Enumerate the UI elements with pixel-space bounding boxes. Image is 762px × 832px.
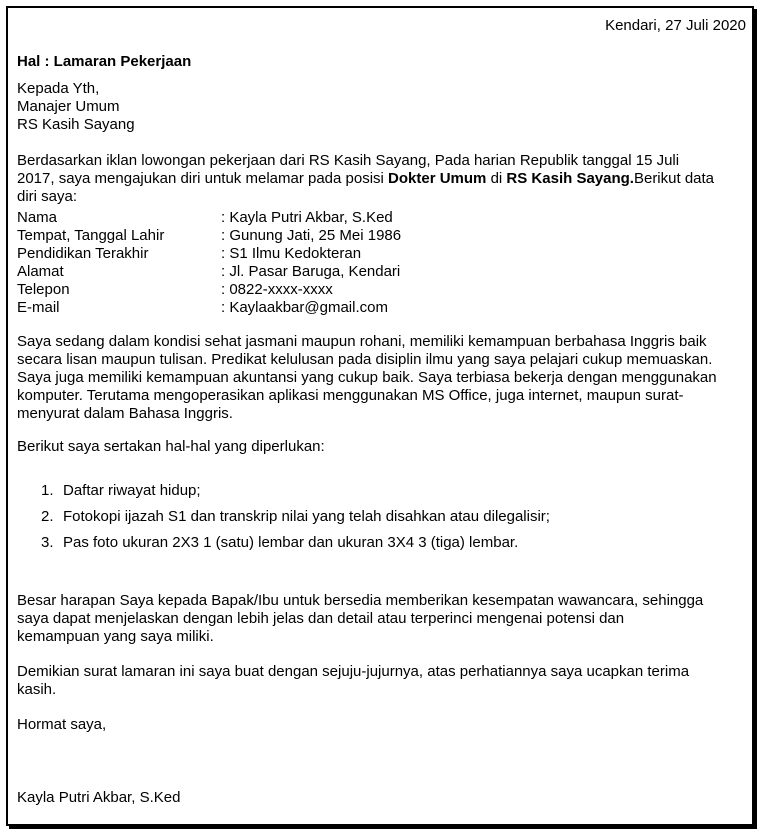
list-number: 1. — [41, 482, 54, 499]
intro-text: Berikut data — [633, 170, 715, 187]
intro-line: Berdasarkan iklan lowongan pekerjaan dari RS Kasih Sayang, Pada harian Republik tanggal 15 Juli — [17, 152, 680, 169]
detail-value: : S1 Ilmu Kedokteran — [221, 245, 362, 262]
list-text: Pas foto ukuran 2X3 1 (satu) lembar dan ukuran 3X4 3 (tiga) lembar. — [63, 534, 519, 551]
detail-label: Alamat — [17, 263, 64, 280]
detail-value: : Gunung Jati, 25 Mei 1986 — [221, 227, 402, 244]
paragraph-line: Saya sedang dalam kondisi sehat jasmani maupun rohani, memiliki kemampuan berbahasa Inggris baik — [17, 333, 707, 350]
detail-value: : Kaylaakbar@gmail.com — [221, 299, 388, 316]
letter-subject: Hal : Lamaran Pekerjaan — [17, 53, 192, 70]
list-number: 2. — [41, 508, 54, 525]
detail-label: Nama — [17, 209, 58, 226]
position-name: Dokter Umum — [388, 170, 487, 187]
detail-value: : 0822-xxxx-xxxx — [221, 281, 333, 298]
intro-text: di — [486, 170, 507, 187]
list-text: Daftar riwayat hidup; — [63, 482, 201, 499]
paragraph-line: komputer. Terutama mengoperasikan aplikasi menggunakan MS Office, juga internet, maupun surat- — [17, 387, 684, 404]
detail-value: : Jl. Pasar Baruga, Kendari — [221, 263, 401, 280]
regards: Hormat saya, — [17, 716, 107, 733]
paragraph-line: secara lisan maupun tulisan. Predikat kelulusan pada disiplin ilmu yang saya pelajari cukup memuaskan. — [17, 351, 713, 368]
signature-name: Kayla Putri Akbar, S.Ked — [17, 789, 181, 806]
recipient-line: Kepada Yth, — [17, 80, 100, 97]
paragraph-line: kasih. — [17, 681, 57, 698]
list-item — [41, 534, 518, 552]
closing-paragraph — [17, 663, 745, 699]
detail-label: Tempat, Tanggal Lahir — [17, 227, 165, 244]
paragraph-line: kemampuan yang saya miliki. — [17, 628, 214, 645]
recipient-block — [17, 80, 745, 134]
letter-date: Kendari, 27 Juli 2020 — [605, 17, 746, 34]
letter-page — [6, 6, 754, 826]
detail-value: : Kayla Putri Akbar, S.Ked — [221, 209, 393, 226]
qualifications-paragraph — [17, 333, 745, 423]
intro-line — [17, 170, 745, 188]
recipient-line: RS Kasih Sayang — [17, 116, 135, 133]
intro-line: diri saya: — [17, 188, 78, 205]
list-text: Fotokopi ijazah S1 dan transkrip nilai yang telah disahkan atau dilegalisir; — [63, 508, 550, 525]
list-item — [41, 508, 550, 526]
detail-label: Telepon — [17, 281, 70, 298]
attachments-intro: Berikut saya sertakan hal-hal yang diperlukan: — [17, 438, 325, 455]
paragraph-line: Demikian surat lamaran ini saya buat dengan sejuju-jujurnya, atas perhatiannya saya ucapkan terima — [17, 663, 690, 680]
detail-label: E-mail — [17, 299, 60, 316]
paragraph-line: saya dapat menjelaskan dengan lebih jelas dan detail atau terperinci mengenai potensi dan — [17, 610, 625, 627]
list-item — [41, 482, 201, 500]
paragraph-line: Saya juga memiliki kemampuan akuntansi yang cukup baik. Saya terbiasa bekerja dengan menggunakan — [17, 369, 717, 386]
intro-paragraph — [17, 152, 745, 206]
hospital-name: RS Kasih Sayang. — [506, 170, 634, 187]
paragraph-line: Besar harapan Saya kepada Bapak/Ibu untuk bersedia memberikan kesempatan wawancara, sehingga — [17, 592, 704, 609]
hope-paragraph — [17, 592, 745, 646]
recipient-line: Manajer Umum — [17, 98, 120, 115]
paragraph-line: menyurat dalam Bahasa Inggris. — [17, 405, 233, 422]
list-number: 3. — [41, 534, 54, 551]
intro-text: 2017, saya mengajukan diri untuk melamar pada posisi — [17, 170, 389, 187]
detail-label: Pendidikan Terakhir — [17, 245, 149, 262]
